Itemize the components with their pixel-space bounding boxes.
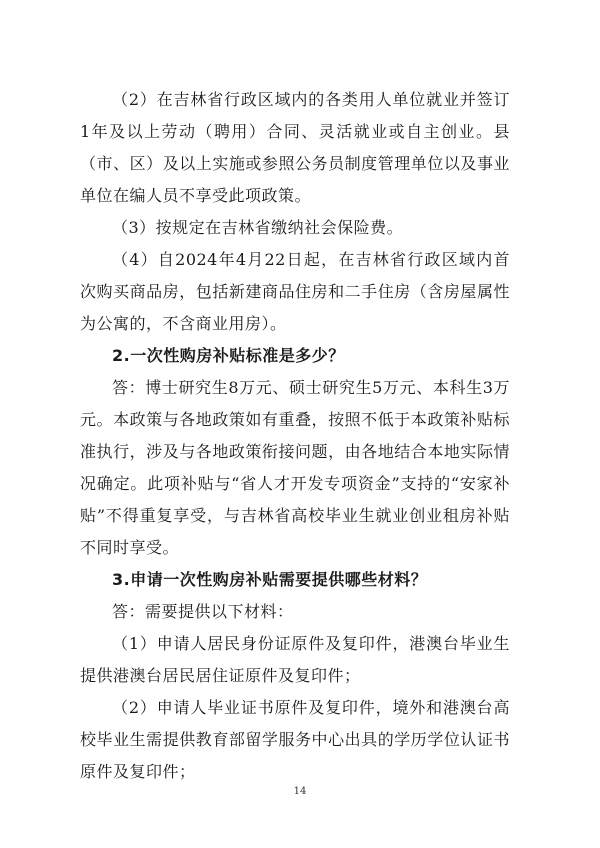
paragraph-condition-2: （2）在吉林省行政区域内的各类用人单位就业并签订1年及以上劳动（聘用）合同、灵活就业或自主创业。县（市、区）及以上实施或参照公务员制度管理单位以及事业单位在编人员不享受此项政策。 bbox=[80, 90, 510, 205]
paragraph-material-2: （2）申请人毕业证书原件及复印件，境外和港澳台高校毕业生需提供教育部留学服务中心出具的学历学位认证书原件及复印件； bbox=[80, 698, 510, 781]
paragraph-subsidy-standard-answer: 答：博士研究生8万元、硕士研究生5万元、本科生3万元。本政策与各地政策如有重叠，按照不低于本政策补贴标准执行，涉及与各地政策衔接问题，由各地结合本地实际情况确定。此项补贴与“省人才开发专项资金”支持的“安家补贴”不得重复享受，与吉林省高校毕业生就业创业租房补贴不同时享受。 bbox=[80, 378, 510, 557]
section-heading-subsidy-standard: 2.一次性购房补贴标准是多少？ bbox=[112, 346, 345, 365]
document-body bbox=[80, 84, 510, 788]
page-number: 14 bbox=[293, 786, 307, 797]
section-heading-required-materials: 3.申请一次性购房补贴需要提供哪些材料？ bbox=[112, 570, 428, 589]
paragraph-condition-4: （4）自2024年4月22日起，在吉林省行政区域内首次购买商品房，包括新建商品住房和二手住房（含房屋属性为公寓的，不含商业用房）。 bbox=[80, 250, 510, 333]
paragraph-material-1: （1）申请人居民身份证原件及复印件，港澳台毕业生提供港澳台居民居住证原件及复印件； bbox=[80, 634, 510, 685]
paragraph-materials-intro: 答：需要提供以下材料： bbox=[112, 602, 294, 621]
paragraph-condition-3: （3）按规定在吉林省缴纳社会保险费。 bbox=[112, 218, 404, 237]
